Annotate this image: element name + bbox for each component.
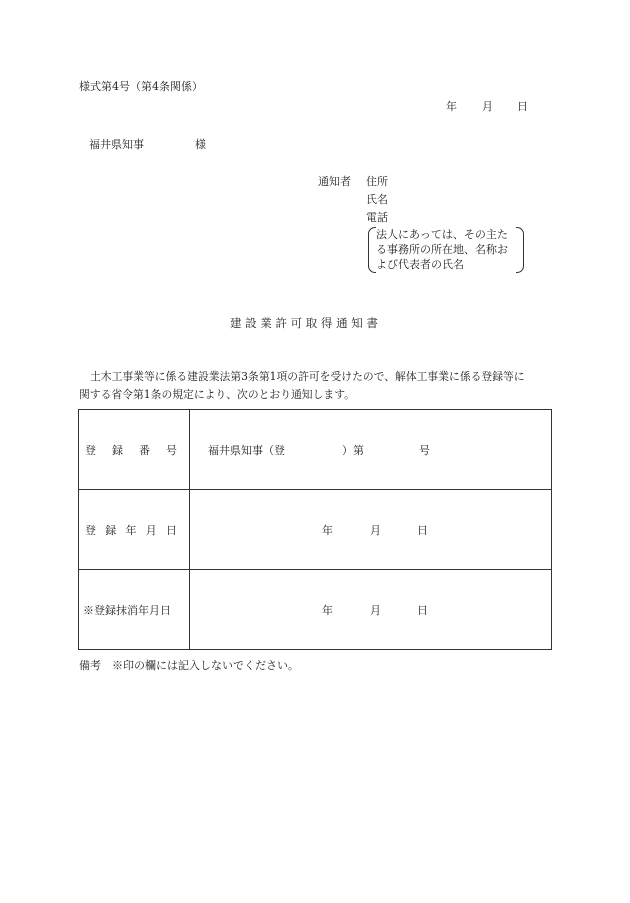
label-char: 番 (139, 443, 150, 457)
corp-note-line: 法人にあっては、その主た (376, 228, 508, 241)
corp-note-bracket (368, 227, 524, 273)
registration-number-field[interactable] (190, 410, 552, 490)
corp-note-line: よび代表者の氏名 (376, 258, 464, 271)
dereg-date-day: 日 (417, 603, 428, 617)
dereg-date-year: 年 (322, 603, 333, 617)
deregistration-date-field[interactable] (190, 570, 552, 650)
date-day-label: 日 (517, 100, 528, 113)
label-char: 録 (105, 523, 117, 537)
notifier-label: 通知者 (318, 175, 351, 188)
reg-date-day: 日 (417, 523, 428, 537)
registration-number-label (79, 410, 190, 490)
notifier-address-label: 住所 (366, 175, 388, 188)
reg-number-mid: ）第 (342, 443, 364, 457)
label-char: 録 (112, 443, 123, 457)
date-month-label: 月 (482, 100, 493, 113)
body-line-2: 関する省令第1条の規定により、次のとおり通知します。 (79, 388, 355, 401)
table-row (79, 570, 552, 650)
corp-note-line: る事務所の所在地、名称お (376, 243, 508, 256)
label-char: 号 (166, 443, 177, 457)
left-bracket (368, 227, 376, 273)
corp-note (376, 227, 522, 272)
label-char: 年 (125, 523, 137, 537)
label-char: 日 (166, 523, 177, 537)
label-char: 月 (145, 523, 157, 537)
reg-number-prefix: 福井県知事（登 (208, 443, 285, 457)
body-line-1: 土木工事業等に係る建設業法第3条第1項の許可を受けたので、解体工事業に係る登録等に (90, 370, 525, 383)
dereg-date-month: 月 (370, 603, 381, 617)
registration-date-label (79, 490, 190, 570)
label-text: ※登録抹消年月日 (83, 603, 171, 617)
remarks: 備考 ※印の欄には記入しないでください。 (79, 659, 299, 672)
registration-date-field[interactable] (190, 490, 552, 570)
form-number: 様式第4号（第4条関係） (79, 80, 203, 93)
table-row (79, 490, 552, 570)
label-char: 登 (85, 523, 96, 537)
registration-table (78, 409, 552, 650)
addressee-name: 福井県知事 (89, 138, 144, 151)
notifier-name-label: 氏名 (366, 193, 388, 206)
label-char: 登 (85, 443, 96, 457)
date-year-label: 年 (446, 100, 457, 113)
notifier-phone-label: 電話 (366, 211, 388, 224)
table-row (79, 410, 552, 490)
document-title: 建 設 業 許 可 取 得 通 知 書 (230, 316, 378, 330)
deregistration-date-label (79, 570, 190, 650)
addressee-honorific: 様 (195, 138, 206, 151)
reg-date-month: 月 (370, 523, 381, 537)
reg-number-suffix: 号 (419, 443, 430, 457)
reg-date-year: 年 (322, 523, 333, 537)
